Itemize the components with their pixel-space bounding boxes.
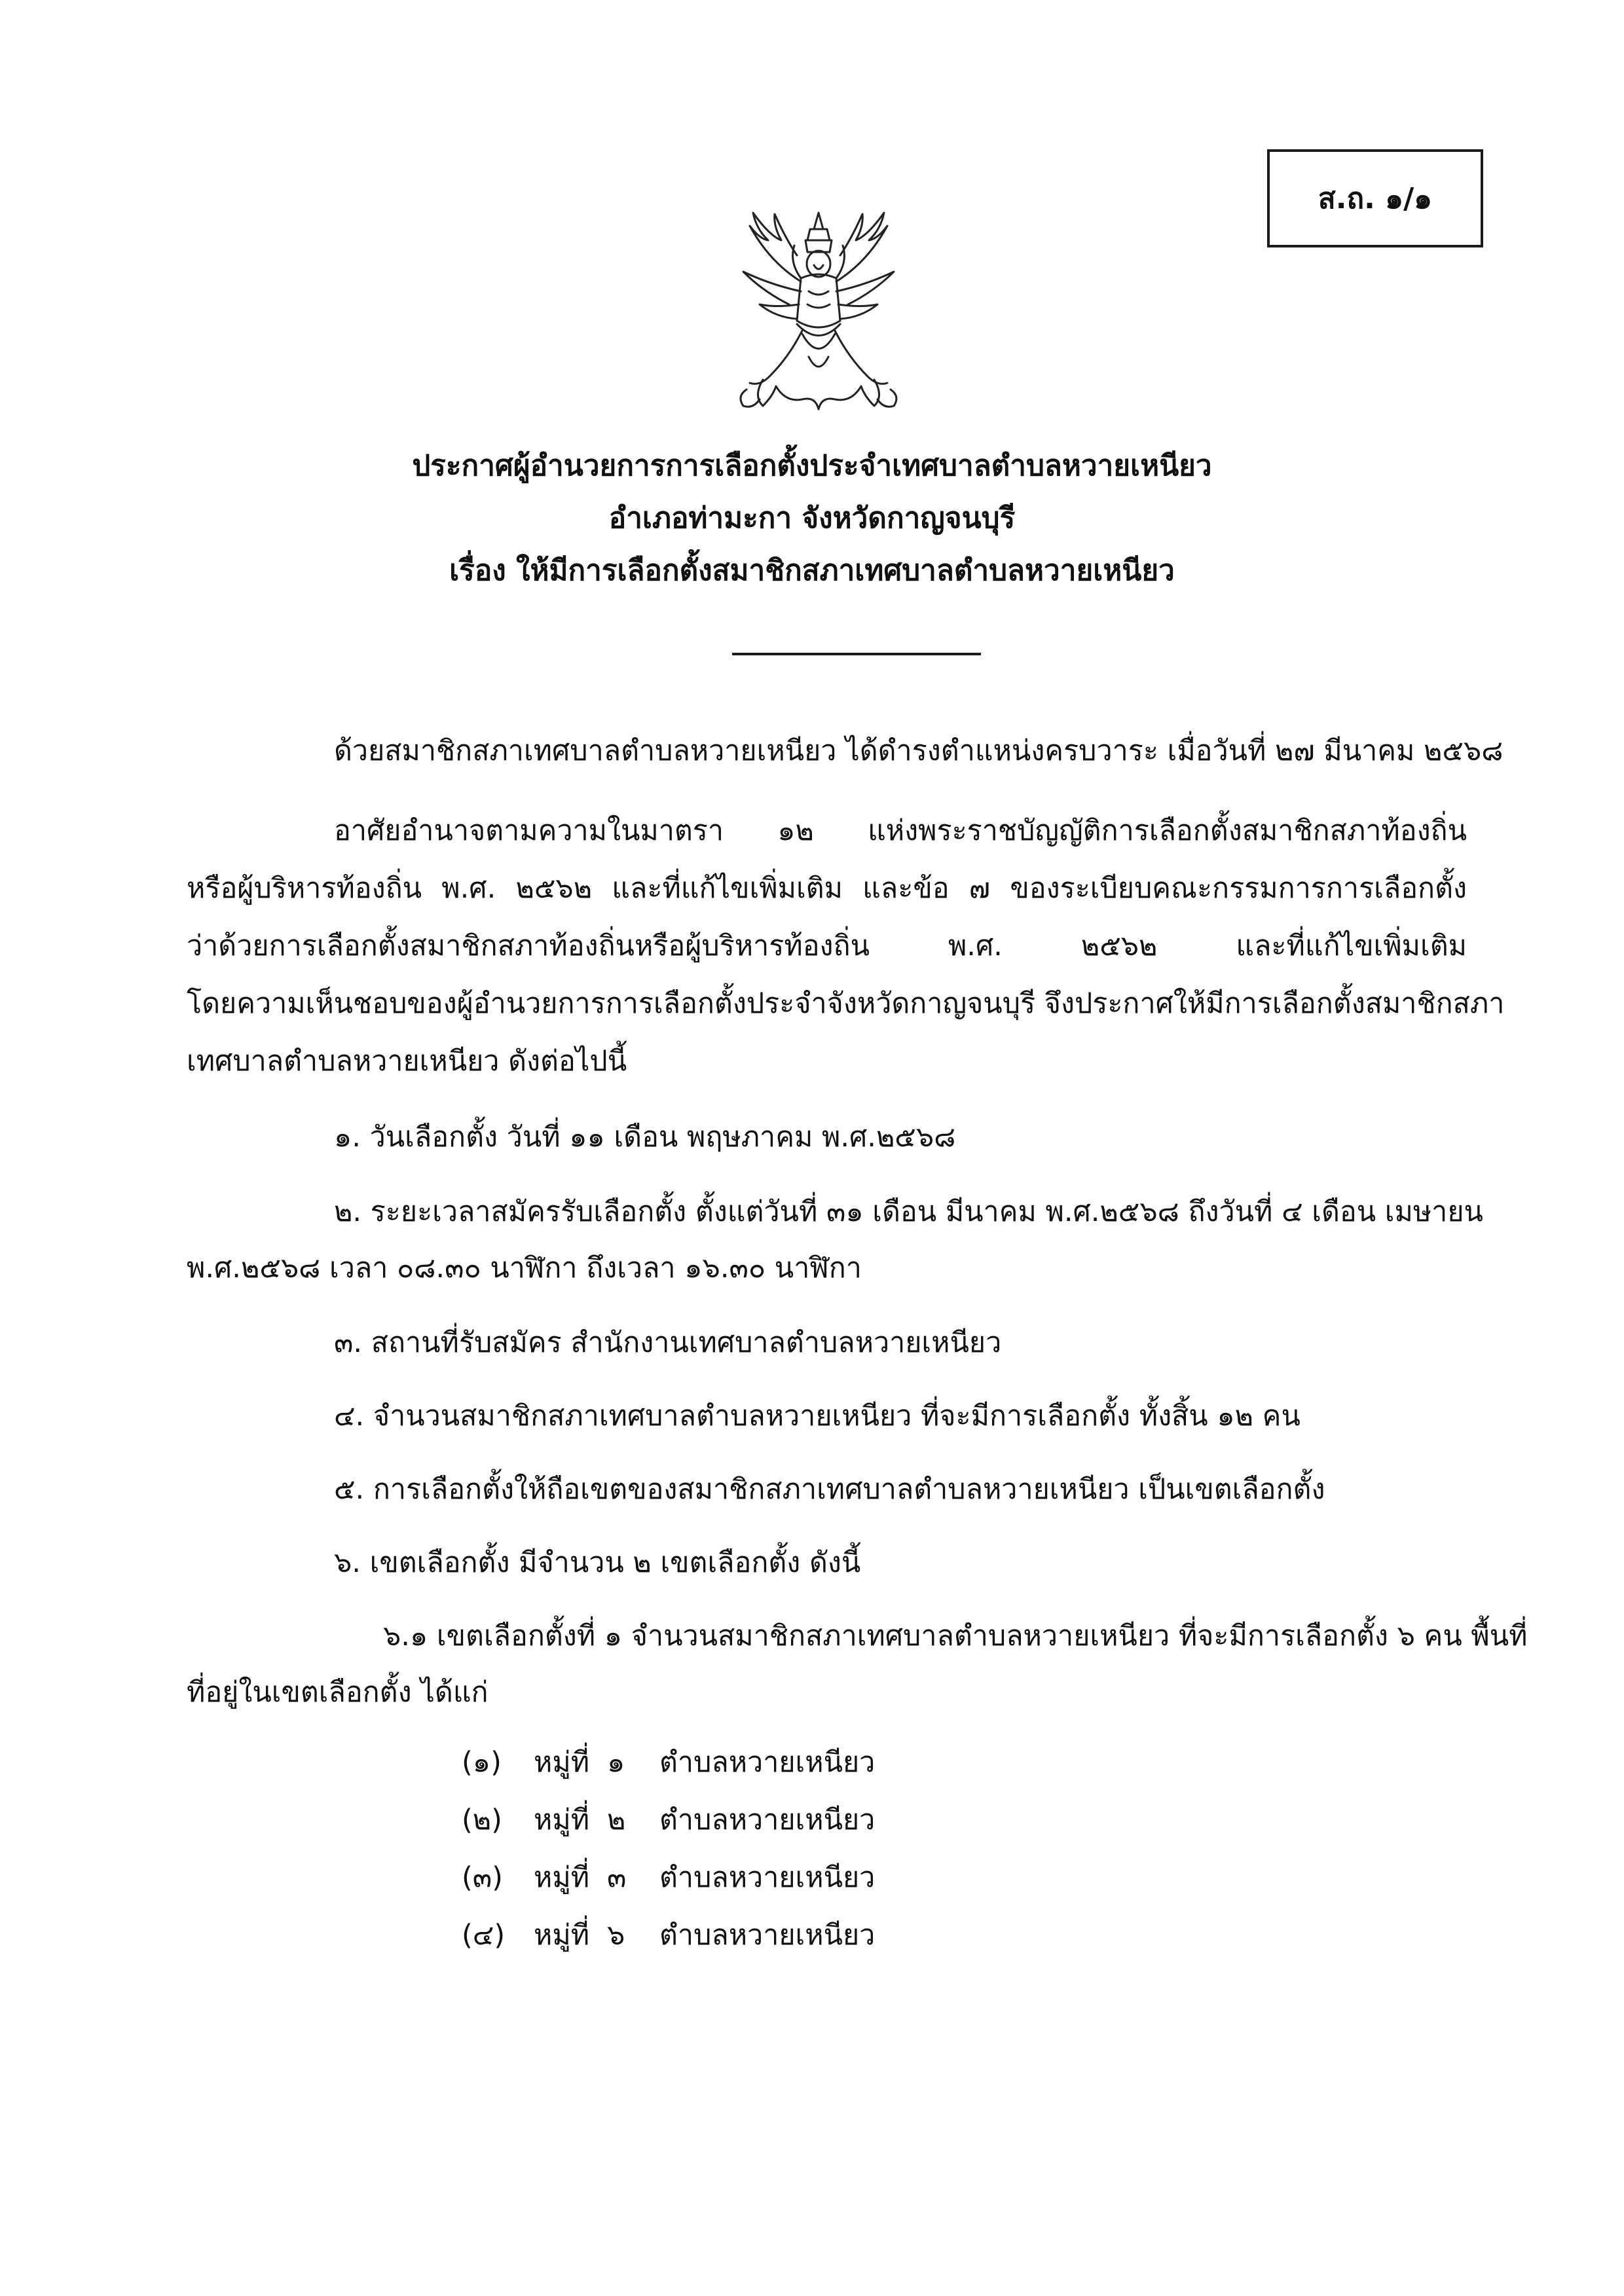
item-application-period-line-1: ๒. ระยะเวลาสมัครรับเลือกตั้ง ตั้งแต่วันที่ ๓๑ เดือน มีนาคม พ.ศ.๒๕๖๘ ถึงวันที่ ๔ เดือน เมษายน xyxy=(334,1195,1483,1228)
subitem-constituency-1-line-2: ที่อยู่ในเขตเลือกตั้ง ได้แก่ xyxy=(187,1676,489,1709)
village-tambon: ตำบลหวายเหนียว xyxy=(659,1746,876,1779)
intro-paragraph: ด้วยสมาชิกสภาเทศบาลตำบลหวายเหนียว ได้ดำรงตำแหน่งครบวาระ เมื่อวันที่ ๒๗ มีนาคม ๒๕๖๘ xyxy=(334,735,1504,767)
garuda-emblem xyxy=(724,200,913,419)
item-member-count: ๔. จำนวนสมาชิกสภาเทศบาลตำบลหวายเหนียว ที่จะมีการเลือกตั้ง ทั้งสิ้น ๑๒ คน xyxy=(334,1400,1301,1432)
title-line-1: ประกาศผู้อำนวยการการเลือกตั้งประจำเทศบาลตำบลหวายเหนียว xyxy=(412,449,1212,483)
village-number: (๑) xyxy=(462,1746,502,1779)
item-application-place: ๓. สถานที่รับสมัคร สำนักงานเทศบาลตำบลหวายเหนียว xyxy=(334,1326,1002,1359)
subitem-constituency-1-line-1: ๖.๑ เขตเลือกตั้งที่ ๑ จำนวนสมาชิกสภาเทศบาลตำบลหวายเหนียว ที่จะมีการเลือกตั้ง ๖ คน พื้นที่ xyxy=(383,1620,1528,1652)
list-item-village-4 xyxy=(462,1916,875,1955)
item-election-date: ๑. วันเลือกตั้ง วันที่ ๑๑ เดือน พฤษภาคม พ.ศ.๒๕๖๘ xyxy=(334,1121,956,1154)
authority-line-2: หรือผู้บริหารท้องถิ่น พ.ศ. ๒๕๖๒ และที่แก้ไขเพิ่มเติม และข้อ ๗ ของระเบียบคณะกรรมการการเลือกตั้ง xyxy=(187,872,1467,905)
list-item-village-2 xyxy=(462,1800,875,1840)
village-moo-number: ๑ xyxy=(607,1746,625,1779)
title-line-3: เรื่อง ให้มีการเลือกตั้งสมาชิกสภาเทศบาลตำบลหวายเหนียว xyxy=(449,554,1175,587)
village-tambon: ตำบลหวายเหนียว xyxy=(659,1919,876,1952)
form-code-box xyxy=(1267,149,1483,247)
title-divider xyxy=(732,653,981,655)
authority-line-5: เทศบาลตำบลหวายเหนียว ดังต่อไปนี้ xyxy=(187,1045,627,1078)
item-constituency-basis: ๕. การเลือกตั้งให้ถือเขตของสมาชิกสภาเทศบาลตำบลหวายเหนียว เป็นเขตเลือกตั้ง xyxy=(334,1473,1325,1506)
list-item-village-1 xyxy=(462,1743,875,1782)
village-moo-number: ๓ xyxy=(607,1861,627,1894)
village-moo-number: ๖ xyxy=(607,1919,625,1952)
item-application-period-line-2: พ.ศ.๒๕๖๘ เวลา ๐๘.๓๐ นาฬิกา ถึงเวลา ๑๖.๓๐ นาฬิกา xyxy=(187,1252,862,1285)
village-number: (๔) xyxy=(462,1919,506,1952)
village-label: หมู่ที่ xyxy=(534,1919,590,1952)
authority-line-1: อาศัยอำนาจตามความในมาตรา ๑๒ แห่งพระราชบัญญัติการเลือกตั้งสมาชิกสภาท้องถิ่น xyxy=(334,814,1467,847)
list-item-village-3 xyxy=(462,1858,875,1897)
title-line-2: อำเภอท่ามะกา จังหวัดกาญจนบุรี xyxy=(608,501,1016,535)
village-label: หมู่ที่ xyxy=(534,1746,590,1779)
village-label: หมู่ที่ xyxy=(534,1861,590,1894)
authority-line-4: โดยความเห็นชอบของผู้อำนวยการการเลือกตั้งประจำจังหวัดกาญจนบุรี จึงประกาศให้มีการเลือกตั้งสมาชิกสภา xyxy=(187,987,1505,1020)
village-number: (๓) xyxy=(462,1861,503,1894)
village-label: หมู่ที่ xyxy=(534,1804,590,1836)
village-tambon: ตำบลหวายเหนียว xyxy=(659,1861,876,1894)
village-number: (๒) xyxy=(462,1804,502,1836)
village-tambon: ตำบลหวายเหนียว xyxy=(659,1804,876,1836)
village-moo-number: ๒ xyxy=(607,1804,626,1836)
authority-line-3: ว่าด้วยการเลือกตั้งสมาชิกสภาท้องถิ่นหรือผู้บริหารท้องถิ่น พ.ศ. ๒๕๖๒ และที่แก้ไขเพิ่มเติม xyxy=(187,930,1467,962)
item-constituency-count: ๖. เขตเลือกตั้ง มีจำนวน ๒ เขตเลือกตั้ง ดังนี้ xyxy=(334,1546,861,1579)
form-code: ส.ถ. ๑/๑ xyxy=(1318,182,1433,215)
